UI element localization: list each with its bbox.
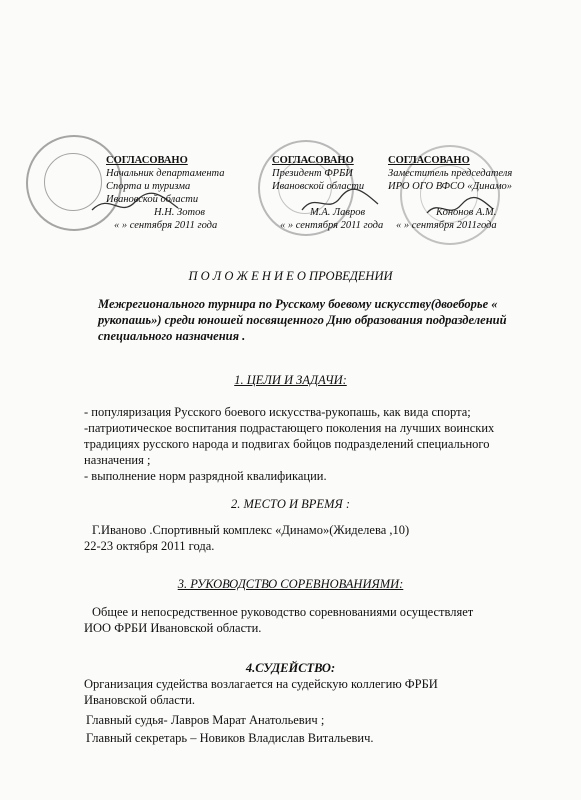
place-line: Г.Иваново .Спортивный комплекс «Динамо»(Жиделева ,10) [92,523,410,537]
goals-line: традициях русского народа и подвигах бойцов подразделений специального [84,437,490,451]
approval-date: « » сентября 2011 года [114,220,218,231]
subtitle-line: специального назначения . [98,329,246,343]
approval-line: Заместитель председателя [388,168,513,179]
section-heading-place-time: 2. МЕСТО И ВРЕМЯ : [231,497,350,511]
approval-signer: Н.Н. Зотов [154,207,205,218]
management-line: ИОО ФРБИ Ивановской области. [84,621,262,635]
approval-block-left [106,154,225,232]
approval-heading: СОГЛАСОВАНО [106,155,188,166]
judging-line: Организация судейства возлагается на судейскую коллегию ФРБИ [84,677,438,691]
approval-heading: СОГЛАСОВАНО [272,155,354,166]
approval-date: « » сентября 2011года [396,220,497,231]
approval-line: Спорта и туризма [106,181,191,192]
goals-line: - выполнение норм разрядной квалификации. [84,469,327,483]
time-line: 22-23 октября 2011 года. [84,539,215,553]
approval-line: ИРО ОГО ВФСО «Динамо» [388,181,513,192]
approval-line: Ивановской области [106,194,199,205]
subtitle-line: Межрегионального турнира по Русскому боевому искусству(двоеборье « [98,297,498,311]
section-heading-goals: 1. ЦЕЛИ И ЗАДАЧИ: [234,373,347,387]
approval-line [388,193,512,206]
judging-line: Главный секретарь – Новиков Владислав Витальевич. [86,731,374,745]
approval-line: Президент ФРБИ [272,168,353,179]
goals-line: -патриотическое воспитания подрастающего поколения на лучших воинских [84,421,495,435]
judging-line: Главный судья- Лавров Марат Анатольевич ; [86,713,325,727]
approval-heading: СОГЛАСОВАНО [388,155,470,166]
approval-line [272,193,383,206]
approval-block-middle [272,154,383,232]
goals-line: - популяризация Русского боевого искусства-рукопашь, как вида спорта; [84,405,471,419]
approval-line: Начальник департамента [106,168,225,179]
approval-date: « » сентября 2011 года [280,220,384,231]
approval-line: Ивановской области [272,181,365,192]
approval-signer: Кононов А.М. [436,207,497,218]
subtitle-line: рукопашь») среди юношей посвященного Дню образования подразделений [98,313,507,327]
goals-line: назначения ; [84,453,151,467]
section-heading-judging: 4.СУДЕЙСТВО: [245,661,336,675]
document-title: П О Л О Ж Е Н И Е О ПРОВЕДЕНИИ [188,269,393,283]
management-line: Общее и непосредственное руководство соревнованиями осуществляет [92,605,474,619]
section-heading-management: 3. РУКОВОДСТВО СОРЕВНОВАНИЯМИ: [177,577,404,591]
approval-block-right [388,154,512,232]
judging-line: Ивановской области. [84,693,196,707]
approval-signer: М.А. Лавров [310,207,366,218]
